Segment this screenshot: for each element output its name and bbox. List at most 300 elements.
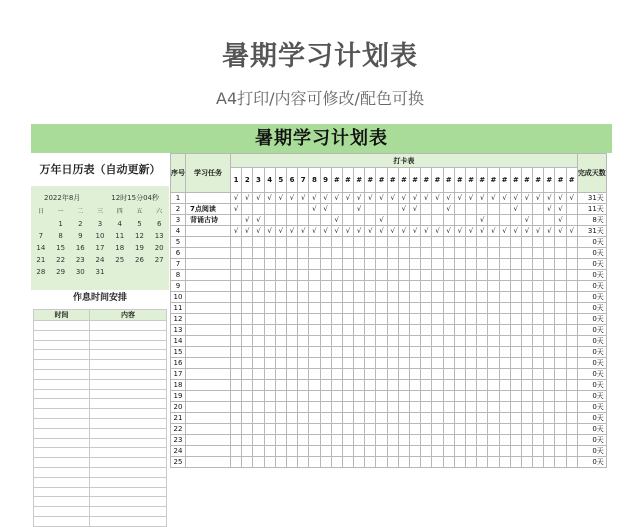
check-cell[interactable] <box>544 215 555 226</box>
check-cell[interactable] <box>421 215 432 226</box>
check-cell[interactable] <box>465 281 476 292</box>
check-cell[interactable] <box>286 292 297 303</box>
check-cell[interactable] <box>387 314 398 325</box>
check-cell[interactable] <box>365 215 376 226</box>
check-cell[interactable] <box>342 413 353 424</box>
check-cell[interactable] <box>544 303 555 314</box>
day-header[interactable]: 8 <box>309 168 320 193</box>
schedule-cell[interactable] <box>90 428 167 438</box>
check-cell[interactable] <box>253 292 264 303</box>
check-cell[interactable] <box>432 259 443 270</box>
check-cell[interactable] <box>231 248 242 259</box>
check-cell[interactable] <box>231 446 242 457</box>
check-cell[interactable] <box>432 391 443 402</box>
check-cell[interactable] <box>298 446 309 457</box>
check-cell[interactable] <box>242 259 253 270</box>
check-cell[interactable] <box>521 237 532 248</box>
check-cell[interactable] <box>320 259 331 270</box>
check-cell[interactable] <box>454 281 465 292</box>
check-cell[interactable] <box>421 204 432 215</box>
check-cell[interactable] <box>443 259 454 270</box>
check-cell[interactable]: √ <box>443 226 454 237</box>
check-cell[interactable] <box>499 424 510 435</box>
check-cell[interactable]: √ <box>320 226 331 237</box>
check-cell[interactable] <box>231 369 242 380</box>
check-cell[interactable] <box>331 358 342 369</box>
check-cell[interactable] <box>499 248 510 259</box>
check-cell[interactable] <box>298 413 309 424</box>
check-cell[interactable] <box>510 457 521 468</box>
check-cell[interactable] <box>309 259 320 270</box>
check-cell[interactable] <box>533 435 544 446</box>
check-cell[interactable] <box>533 237 544 248</box>
check-cell[interactable] <box>320 237 331 248</box>
check-cell[interactable] <box>421 259 432 270</box>
check-cell[interactable] <box>443 435 454 446</box>
check-cell[interactable] <box>342 281 353 292</box>
check-cell[interactable] <box>566 347 577 358</box>
check-cell[interactable] <box>309 402 320 413</box>
day-header[interactable]: # <box>544 168 555 193</box>
task-name[interactable] <box>186 226 231 237</box>
check-cell[interactable] <box>309 424 320 435</box>
schedule-cell[interactable] <box>34 321 90 331</box>
check-cell[interactable] <box>231 402 242 413</box>
check-cell[interactable]: √ <box>421 226 432 237</box>
schedule-cell[interactable] <box>90 360 167 370</box>
check-cell[interactable] <box>264 259 275 270</box>
check-cell[interactable] <box>242 435 253 446</box>
check-cell[interactable] <box>454 292 465 303</box>
check-cell[interactable] <box>320 248 331 259</box>
day-header[interactable]: # <box>354 168 365 193</box>
check-cell[interactable]: √ <box>242 215 253 226</box>
check-cell[interactable] <box>231 380 242 391</box>
check-cell[interactable] <box>320 314 331 325</box>
check-cell[interactable] <box>488 215 499 226</box>
check-cell[interactable] <box>242 413 253 424</box>
check-cell[interactable] <box>242 314 253 325</box>
check-cell[interactable] <box>365 424 376 435</box>
schedule-cell[interactable] <box>90 448 167 458</box>
check-cell[interactable] <box>242 380 253 391</box>
check-cell[interactable] <box>231 358 242 369</box>
check-cell[interactable] <box>264 215 275 226</box>
check-cell[interactable]: √ <box>398 226 409 237</box>
check-cell[interactable] <box>521 457 532 468</box>
check-cell[interactable] <box>533 325 544 336</box>
check-cell[interactable] <box>320 391 331 402</box>
check-cell[interactable] <box>555 237 566 248</box>
check-cell[interactable] <box>544 413 555 424</box>
check-cell[interactable] <box>387 380 398 391</box>
check-cell[interactable] <box>242 391 253 402</box>
calendar-day[interactable]: 7 <box>38 232 44 240</box>
check-cell[interactable] <box>354 314 365 325</box>
check-cell[interactable] <box>286 435 297 446</box>
check-cell[interactable] <box>421 380 432 391</box>
check-cell[interactable] <box>432 325 443 336</box>
check-cell[interactable] <box>342 204 353 215</box>
check-cell[interactable]: √ <box>544 204 555 215</box>
schedule-cell[interactable] <box>90 477 167 487</box>
check-cell[interactable] <box>387 270 398 281</box>
check-cell[interactable] <box>510 248 521 259</box>
check-cell[interactable] <box>275 369 286 380</box>
check-cell[interactable] <box>521 270 532 281</box>
check-cell[interactable] <box>387 204 398 215</box>
check-cell[interactable] <box>533 369 544 380</box>
schedule-cell[interactable] <box>34 340 90 350</box>
check-cell[interactable] <box>331 369 342 380</box>
check-cell[interactable] <box>231 325 242 336</box>
check-cell[interactable] <box>555 292 566 303</box>
check-cell[interactable] <box>231 336 242 347</box>
check-cell[interactable] <box>331 204 342 215</box>
calendar-day[interactable]: 26 <box>134 256 144 264</box>
check-cell[interactable] <box>253 248 264 259</box>
check-cell[interactable] <box>309 413 320 424</box>
check-cell[interactable]: √ <box>342 193 353 204</box>
calendar-day[interactable]: 10 <box>95 232 105 240</box>
check-cell[interactable]: √ <box>465 226 476 237</box>
check-cell[interactable] <box>521 391 532 402</box>
check-cell[interactable] <box>309 336 320 347</box>
check-cell[interactable] <box>521 380 532 391</box>
check-cell[interactable] <box>365 446 376 457</box>
check-cell[interactable] <box>454 303 465 314</box>
check-cell[interactable] <box>410 435 421 446</box>
check-cell[interactable] <box>320 292 331 303</box>
check-cell[interactable] <box>510 424 521 435</box>
check-cell[interactable] <box>477 270 488 281</box>
check-cell[interactable] <box>253 259 264 270</box>
check-cell[interactable] <box>376 325 387 336</box>
check-cell[interactable] <box>432 237 443 248</box>
schedule-cell[interactable] <box>34 448 90 458</box>
schedule-cell[interactable] <box>90 467 167 477</box>
check-cell[interactable] <box>331 446 342 457</box>
task-name[interactable]: 7点阅读 <box>186 204 231 215</box>
check-cell[interactable] <box>354 292 365 303</box>
check-cell[interactable] <box>488 457 499 468</box>
col-checkin[interactable]: 打卡表 <box>231 154 578 168</box>
check-cell[interactable] <box>533 336 544 347</box>
check-cell[interactable] <box>398 237 409 248</box>
calendar-day[interactable]: 28 <box>36 268 46 276</box>
check-cell[interactable] <box>544 281 555 292</box>
check-cell[interactable] <box>488 446 499 457</box>
check-cell[interactable] <box>320 380 331 391</box>
day-header[interactable]: 7 <box>298 168 309 193</box>
check-cell[interactable] <box>555 457 566 468</box>
check-cell[interactable] <box>354 380 365 391</box>
check-cell[interactable] <box>454 402 465 413</box>
check-cell[interactable] <box>320 336 331 347</box>
check-cell[interactable] <box>231 237 242 248</box>
check-cell[interactable] <box>521 424 532 435</box>
check-cell[interactable] <box>432 303 443 314</box>
schedule-cell[interactable] <box>90 340 167 350</box>
check-cell[interactable] <box>499 358 510 369</box>
check-cell[interactable] <box>410 369 421 380</box>
check-cell[interactable] <box>521 369 532 380</box>
check-cell[interactable] <box>443 303 454 314</box>
check-cell[interactable] <box>432 358 443 369</box>
check-cell[interactable] <box>286 457 297 468</box>
check-cell[interactable] <box>510 281 521 292</box>
check-cell[interactable] <box>354 446 365 457</box>
check-cell[interactable] <box>342 336 353 347</box>
check-cell[interactable] <box>387 358 398 369</box>
check-cell[interactable] <box>421 358 432 369</box>
check-cell[interactable] <box>387 303 398 314</box>
check-cell[interactable] <box>510 347 521 358</box>
task-name[interactable] <box>186 446 231 457</box>
check-cell[interactable] <box>264 380 275 391</box>
check-cell[interactable] <box>376 248 387 259</box>
check-cell[interactable] <box>231 215 242 226</box>
check-cell[interactable] <box>253 281 264 292</box>
check-cell[interactable] <box>275 391 286 402</box>
task-name[interactable] <box>186 402 231 413</box>
check-cell[interactable] <box>286 259 297 270</box>
calendar-day[interactable]: 12 <box>134 232 144 240</box>
check-cell[interactable] <box>309 215 320 226</box>
check-cell[interactable] <box>376 270 387 281</box>
check-cell[interactable] <box>421 457 432 468</box>
check-cell[interactable] <box>354 248 365 259</box>
check-cell[interactable] <box>320 457 331 468</box>
check-cell[interactable] <box>275 314 286 325</box>
check-cell[interactable] <box>286 325 297 336</box>
check-cell[interactable]: √ <box>376 193 387 204</box>
check-cell[interactable] <box>555 314 566 325</box>
check-cell[interactable] <box>231 303 242 314</box>
schedule-cell[interactable] <box>34 497 90 507</box>
day-header[interactable]: # <box>365 168 376 193</box>
schedule-cell[interactable] <box>34 428 90 438</box>
check-cell[interactable] <box>521 358 532 369</box>
check-cell[interactable]: √ <box>286 226 297 237</box>
check-cell[interactable] <box>264 292 275 303</box>
check-cell[interactable] <box>376 281 387 292</box>
check-cell[interactable] <box>555 402 566 413</box>
calendar-day[interactable]: 24 <box>95 256 105 264</box>
check-cell[interactable] <box>242 281 253 292</box>
check-cell[interactable] <box>488 336 499 347</box>
check-cell[interactable] <box>499 314 510 325</box>
schedule-cell[interactable] <box>90 458 167 468</box>
check-cell[interactable] <box>275 446 286 457</box>
check-cell[interactable] <box>454 314 465 325</box>
check-cell[interactable] <box>499 402 510 413</box>
check-cell[interactable] <box>443 424 454 435</box>
check-cell[interactable]: √ <box>499 193 510 204</box>
check-cell[interactable] <box>286 281 297 292</box>
check-cell[interactable] <box>309 325 320 336</box>
calendar-day[interactable]: 25 <box>115 256 125 264</box>
check-cell[interactable] <box>566 358 577 369</box>
check-cell[interactable] <box>242 402 253 413</box>
check-cell[interactable]: √ <box>365 193 376 204</box>
check-cell[interactable] <box>253 424 264 435</box>
check-cell[interactable] <box>555 424 566 435</box>
check-cell[interactable] <box>376 336 387 347</box>
day-header[interactable]: # <box>555 168 566 193</box>
day-header[interactable]: 5 <box>275 168 286 193</box>
check-cell[interactable] <box>376 292 387 303</box>
schedule-cell[interactable] <box>90 350 167 360</box>
check-cell[interactable] <box>443 281 454 292</box>
check-cell[interactable] <box>309 435 320 446</box>
schedule-cell[interactable] <box>90 497 167 507</box>
check-cell[interactable]: √ <box>309 204 320 215</box>
check-cell[interactable] <box>521 292 532 303</box>
check-cell[interactable] <box>510 413 521 424</box>
task-name[interactable] <box>186 281 231 292</box>
check-cell[interactable] <box>566 215 577 226</box>
check-cell[interactable] <box>465 336 476 347</box>
check-cell[interactable] <box>242 446 253 457</box>
check-cell[interactable] <box>354 281 365 292</box>
check-cell[interactable] <box>555 446 566 457</box>
check-cell[interactable]: √ <box>566 226 577 237</box>
check-cell[interactable] <box>286 413 297 424</box>
check-cell[interactable] <box>242 237 253 248</box>
check-cell[interactable]: √ <box>421 193 432 204</box>
calendar-day[interactable]: 8 <box>58 232 63 240</box>
check-cell[interactable] <box>499 325 510 336</box>
check-cell[interactable]: √ <box>410 204 421 215</box>
check-cell[interactable] <box>533 292 544 303</box>
check-cell[interactable]: √ <box>477 226 488 237</box>
check-cell[interactable]: √ <box>510 193 521 204</box>
check-cell[interactable] <box>264 325 275 336</box>
check-cell[interactable] <box>510 292 521 303</box>
check-cell[interactable] <box>365 237 376 248</box>
check-cell[interactable] <box>275 358 286 369</box>
check-cell[interactable] <box>376 424 387 435</box>
check-cell[interactable] <box>499 369 510 380</box>
col-task[interactable]: 学习任务 <box>186 154 231 193</box>
check-cell[interactable] <box>499 215 510 226</box>
check-cell[interactable] <box>521 347 532 358</box>
check-cell[interactable] <box>477 391 488 402</box>
calendar-day[interactable]: 18 <box>115 244 125 252</box>
check-cell[interactable] <box>555 281 566 292</box>
check-cell[interactable] <box>410 347 421 358</box>
check-cell[interactable] <box>477 424 488 435</box>
check-cell[interactable] <box>510 303 521 314</box>
schedule-cell[interactable] <box>90 418 167 428</box>
check-cell[interactable] <box>432 369 443 380</box>
check-cell[interactable] <box>365 391 376 402</box>
day-header[interactable]: # <box>566 168 577 193</box>
check-cell[interactable]: √ <box>309 226 320 237</box>
check-cell[interactable] <box>454 237 465 248</box>
check-cell[interactable] <box>465 248 476 259</box>
check-cell[interactable] <box>342 347 353 358</box>
check-cell[interactable] <box>309 237 320 248</box>
check-cell[interactable] <box>320 347 331 358</box>
check-cell[interactable] <box>544 457 555 468</box>
check-cell[interactable] <box>398 314 409 325</box>
check-cell[interactable] <box>398 248 409 259</box>
check-cell[interactable]: √ <box>264 193 275 204</box>
check-cell[interactable] <box>365 270 376 281</box>
check-cell[interactable] <box>387 424 398 435</box>
schedule-cell[interactable] <box>34 507 90 517</box>
check-cell[interactable] <box>566 435 577 446</box>
check-cell[interactable] <box>410 237 421 248</box>
check-cell[interactable] <box>309 446 320 457</box>
day-header[interactable]: 4 <box>264 168 275 193</box>
check-cell[interactable]: √ <box>354 193 365 204</box>
check-cell[interactable] <box>320 435 331 446</box>
calendar-day[interactable]: 13 <box>154 232 164 240</box>
check-cell[interactable] <box>432 336 443 347</box>
check-cell[interactable] <box>365 281 376 292</box>
check-cell[interactable] <box>477 402 488 413</box>
check-cell[interactable] <box>432 402 443 413</box>
check-cell[interactable] <box>342 358 353 369</box>
check-cell[interactable] <box>499 413 510 424</box>
check-cell[interactable] <box>533 391 544 402</box>
task-name[interactable] <box>186 259 231 270</box>
check-cell[interactable]: √ <box>398 204 409 215</box>
check-cell[interactable] <box>510 446 521 457</box>
check-cell[interactable] <box>533 402 544 413</box>
check-cell[interactable] <box>443 237 454 248</box>
calendar-day[interactable]: 23 <box>75 256 85 264</box>
check-cell[interactable] <box>253 391 264 402</box>
check-cell[interactable] <box>398 413 409 424</box>
calendar-day[interactable] <box>31 218 51 230</box>
check-cell[interactable] <box>298 314 309 325</box>
schedule-cell[interactable] <box>90 330 167 340</box>
check-cell[interactable] <box>499 270 510 281</box>
check-cell[interactable] <box>566 204 577 215</box>
check-cell[interactable] <box>342 292 353 303</box>
sheet-title[interactable]: 暑期学习计划表 <box>31 124 612 153</box>
check-cell[interactable] <box>521 259 532 270</box>
check-cell[interactable] <box>242 336 253 347</box>
check-cell[interactable] <box>398 391 409 402</box>
check-cell[interactable] <box>354 303 365 314</box>
check-cell[interactable] <box>465 270 476 281</box>
check-cell[interactable] <box>566 270 577 281</box>
day-header[interactable]: # <box>432 168 443 193</box>
check-cell[interactable] <box>342 270 353 281</box>
check-cell[interactable] <box>286 369 297 380</box>
check-cell[interactable]: √ <box>443 204 454 215</box>
day-header[interactable]: 2 <box>242 168 253 193</box>
check-cell[interactable] <box>309 303 320 314</box>
check-cell[interactable] <box>387 237 398 248</box>
check-cell[interactable] <box>264 358 275 369</box>
check-cell[interactable] <box>275 413 286 424</box>
check-cell[interactable] <box>354 435 365 446</box>
task-name[interactable] <box>186 457 231 468</box>
check-cell[interactable] <box>275 380 286 391</box>
check-cell[interactable]: √ <box>477 215 488 226</box>
check-cell[interactable] <box>242 204 253 215</box>
check-cell[interactable] <box>432 435 443 446</box>
check-cell[interactable] <box>275 336 286 347</box>
check-cell[interactable]: √ <box>566 193 577 204</box>
check-cell[interactable] <box>231 391 242 402</box>
